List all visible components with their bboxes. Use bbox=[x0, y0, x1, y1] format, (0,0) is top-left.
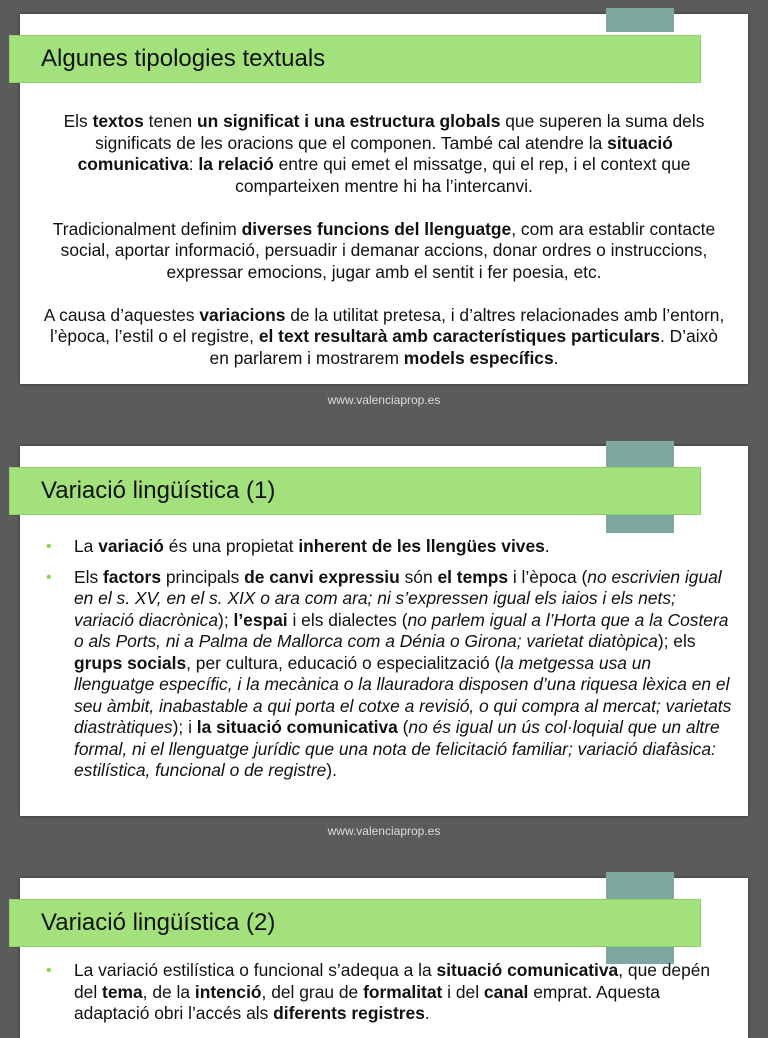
text-run: és una propietat bbox=[163, 536, 299, 556]
slide-1-body bbox=[20, 111, 748, 391]
slide-2-title-bar bbox=[9, 467, 701, 515]
text-run: i del bbox=[442, 981, 484, 1002]
slide-2-bullet-1-text bbox=[74, 536, 550, 556]
text-run: principals bbox=[161, 566, 245, 587]
bullet-icon: • bbox=[46, 568, 52, 586]
slide-3-title-bar bbox=[9, 899, 701, 947]
bold-run: intenció bbox=[194, 981, 262, 1002]
bold-run: la relació bbox=[198, 154, 274, 174]
text-run: , com ara establir contacte social, aportar informació, persuadir i demanar accions, donar ordres o instruccions, expressar emocions, jugar amb el sentit i fer poesia, etc. bbox=[60, 218, 716, 282]
slide-2-bullet-2-text bbox=[74, 567, 731, 781]
bold-run: l’espai bbox=[233, 609, 288, 630]
italic-run: la metgessa usa un llenguatge específic, i la mecànica o la llauradora disposen d’una riquesa lèxica en el seu àmbit, inabastable a qui porta el cotxe a revisió, o qui compra al mercat; varietats diastràtiques bbox=[74, 652, 732, 737]
bold-run: factors bbox=[103, 566, 161, 587]
slide-3-bullet-1-text bbox=[74, 960, 710, 1023]
bold-run: models específics bbox=[403, 347, 554, 368]
text-run: Els bbox=[74, 566, 103, 587]
bold-run: un significat i una estructura globals bbox=[197, 111, 501, 131]
slide-2-bullet-2 bbox=[46, 567, 736, 782]
slide-2-bullet-1 bbox=[46, 536, 736, 558]
text-run: són bbox=[399, 566, 438, 587]
text-run: A causa d’aquestes bbox=[43, 304, 200, 325]
bold-run: el text resultarà amb característiques particulars bbox=[258, 326, 660, 346]
bold-run: diferents registres bbox=[273, 1003, 425, 1023]
text-run: tenen bbox=[143, 111, 197, 131]
slide-3-bullet-list bbox=[46, 960, 736, 1034]
bold-run: variació bbox=[98, 536, 164, 556]
bold-run: variacions bbox=[199, 304, 286, 325]
italic-run: no és igual un ús col·loquial que un altre formal, ni el llenguatge jurídic que una nota de felicitació familiar; variació diafàsica: estilística, funcional o de registre bbox=[74, 717, 720, 780]
footer-url-1[interactable]: www.valenciaprop.es bbox=[327, 393, 441, 407]
bold-run: textos bbox=[92, 111, 144, 131]
bold-run: tema bbox=[102, 981, 143, 1002]
text-run: ); els bbox=[657, 631, 696, 651]
bold-run: situació comunicativa bbox=[77, 132, 673, 174]
bold-run: la situació comunicativa bbox=[196, 717, 398, 737]
text-run: que superen la suma dels significats de les oracions que el componen. També cal atendre la bbox=[95, 111, 705, 153]
bold-run: inherent de les llengües vives bbox=[298, 536, 545, 556]
text-run: ( bbox=[397, 717, 409, 737]
text-run: . D’això en parlarem i mostrarem bbox=[209, 326, 718, 368]
bold-run: de canvi expressiu bbox=[244, 566, 400, 587]
text-run: , de la bbox=[142, 981, 195, 1002]
bullet-icon: • bbox=[46, 962, 52, 979]
bold-run: diverses funcions del llenguatge bbox=[241, 218, 512, 239]
slide-1-paragraph-2 bbox=[20, 219, 748, 284]
slide-1-title-bar bbox=[9, 35, 701, 83]
text-run: La bbox=[74, 536, 99, 556]
bold-run: situació comunicativa bbox=[436, 960, 619, 980]
text-run: ); i bbox=[172, 717, 197, 737]
text-run: . bbox=[544, 536, 550, 556]
text-run: emprat. Aquesta adaptació obri l’accés als bbox=[74, 981, 660, 1023]
slide-2-title: Variació lingüística (1) bbox=[41, 477, 276, 504]
slide-3-bullet-1 bbox=[46, 960, 736, 1025]
bold-run: el temps bbox=[437, 566, 509, 587]
text-run: , que depén del bbox=[74, 960, 711, 1002]
text-run: Tradicionalment definim bbox=[52, 218, 242, 239]
text-run: Els bbox=[63, 111, 93, 131]
text-run: i l’època ( bbox=[508, 566, 588, 587]
slide-1-title: Algunes tipologies textuals bbox=[41, 45, 326, 72]
slide-1-paragraph-3 bbox=[20, 305, 748, 370]
text-run: La variació estilística o funcional s’adequa a la bbox=[74, 960, 437, 980]
text-run: . bbox=[424, 1003, 430, 1023]
slide-3-title: Variació lingüística (2) bbox=[41, 909, 276, 936]
text-run: ); bbox=[218, 609, 234, 630]
text-run: entre qui emet el missatge, qui el rep, i el context que comparteixen mentre hi ha l’intercanvi. bbox=[235, 154, 691, 196]
text-run: de la utilitat pretesa, i d’altres relacionades amb l’entorn, l’època, l’estil o el registre, bbox=[50, 304, 725, 346]
text-run: . bbox=[553, 347, 559, 368]
bold-run: formalitat bbox=[363, 981, 443, 1002]
text-run: : bbox=[188, 154, 199, 174]
text-run: , del grau de bbox=[261, 981, 364, 1002]
bullet-icon: • bbox=[46, 538, 52, 555]
italic-run: no escrivien igual en el s. XV, en el s. XIX o ara com ara; ni s’expressen igual els iaios i els nets; variació diacrònica bbox=[74, 566, 722, 630]
slide-2-bullet-list bbox=[46, 536, 736, 791]
bold-run: canal bbox=[483, 981, 529, 1002]
footer-url-2[interactable]: www.valenciaprop.es bbox=[327, 824, 441, 838]
text-run: i els dialectes ( bbox=[287, 609, 408, 630]
italic-run: no parlem igual a l’Horta que a la Costera o als Ports, ni a Palma de Mallorca com a Dénia o Girona; varietat diatòpica bbox=[74, 609, 729, 651]
text-run: , per cultura, educació o especialització ( bbox=[186, 652, 501, 673]
bold-run: grups socials bbox=[74, 652, 187, 673]
slide-1-paragraph-1 bbox=[20, 111, 748, 197]
slide-1-accent-tab-top bbox=[606, 8, 674, 32]
text-run: ). bbox=[326, 760, 337, 780]
